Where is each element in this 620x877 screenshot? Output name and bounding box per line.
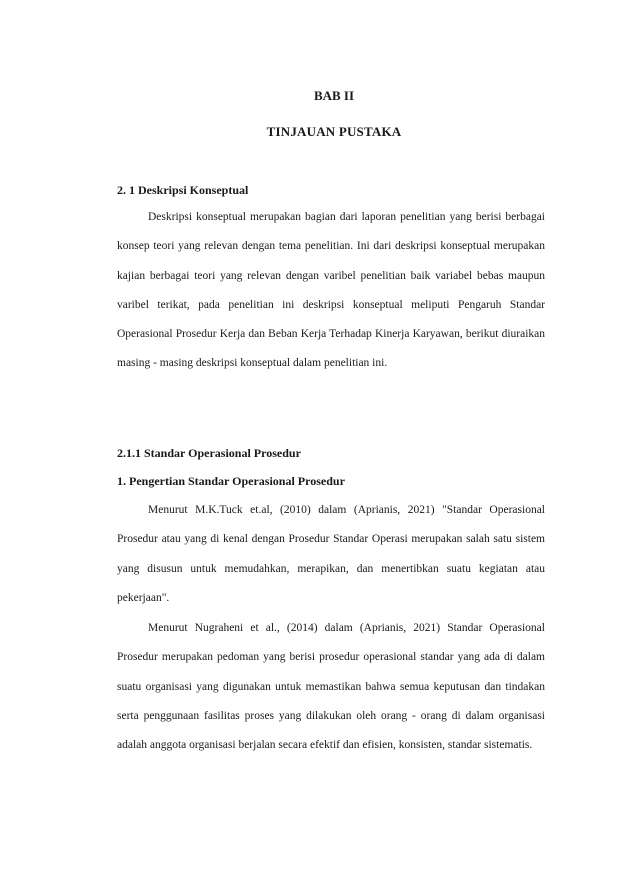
subsection-heading-standar-operasional-prosedur: 2.1.1 Standar Operasional Prosedur [117,446,301,460]
paragraph-tuck-definition: Menurut M.K.Tuck et.al, (2010) dalam (Aprianis, 2021) "Standar Operasional Prosedur atau yang di kenal dengan Prosedur Standar Operasi merupakan salah satu sistem yang disusun untuk memudahkan, merapikan, dan menertibkan suatu kegiatan atau pekerjaan". [117,504,545,604]
list-heading-pengertian-sop: 1. Pengertian Standar Operasional Prosedur [117,474,345,488]
chapter-title: TINJAUAN PUSTAKA [266,124,402,139]
paragraph-nugraheni-definition: Menurut Nugraheni et al., (2014) dalam (Aprianis, 2021) Standar Operasional Prosedur merupakan pedoman yang berisi prosedur operasional standar yang ada di dalam suatu organisasi yang digunakan untuk memastikan bahwa semua keputusan dan tindakan serta penggunaan fasilitas proses yang dilakukan oleh orang - orang di dalam organisasi adalah anggota organisasi berjalan secara efektif dan efisien, konsisten, standar sistematis. [117,622,545,752]
section-heading-deskripsi-konseptual: 2. 1 Deskripsi Konseptual [117,183,249,197]
chapter-number: BAB II [313,88,355,103]
paragraph-deskripsi-konseptual: Deskripsi konseptual merupakan bagian dari laporan penelitian yang berisi berbagai konsep teori yang relevan dengan tema penelitian. Ini dari deskripsi konseptual merupakan kajian berbagai teori yang relevan dengan varibel penelitian baik variabel bebas maupun varibel terikat, pada penelitian ini deskripsi konseptual meliputi Pengaruh Standar Operasional Prosedur Kerja dan Beban Kerja Terhadap Kinerja Karyawan, berikut diuraikan masing - masing deskripsi konseptual dalam penelitian ini. [117,211,545,370]
